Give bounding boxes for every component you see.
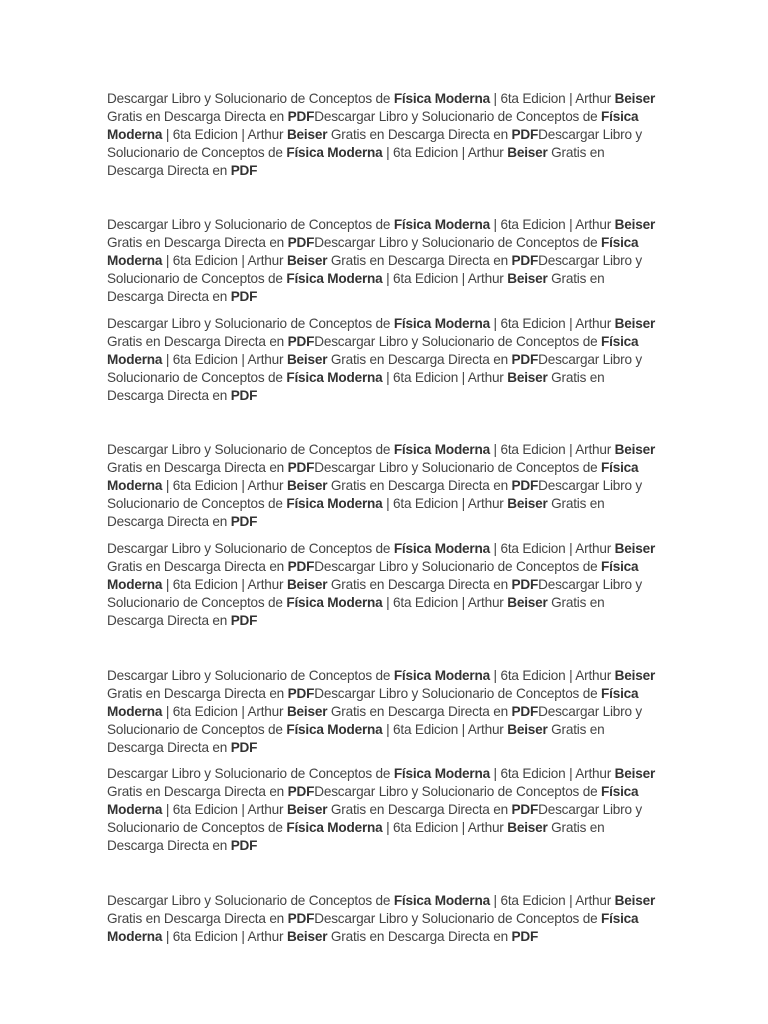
bold-run: Beiser [507,145,548,160]
bold-run: Física Moderna [107,559,639,592]
text-run: | 6ta Edicion | Arthur [489,316,615,331]
bold-run: PDF [287,109,315,124]
bold-run: Física Moderna [393,766,490,781]
text-run: | 6ta Edicion | Arthur [489,893,615,908]
bold-run: PDF [287,911,315,926]
bold-run: Física Moderna [393,442,490,457]
bold-run: Beiser [507,595,548,610]
text-run: Descargar Libro y Solucionario de Conceptos de [107,802,642,835]
text-run: Gratis en Descarga Directa en [107,109,288,124]
text-run: Gratis en Descarga Directa en [107,911,288,926]
bold-run: Física Moderna [107,334,639,367]
bold-run: Beiser [507,370,548,385]
bold-run: Beiser [614,442,656,457]
text-run: Gratis en Descarga Directa en [327,478,512,493]
bold-run: Física Moderna [286,496,383,511]
text-run: Gratis en Descarga Directa en [107,496,605,529]
text-run: Gratis en Descarga Directa en [107,235,288,250]
bold-run: PDF [287,686,315,701]
text-run: | 6ta Edicion | Arthur [162,802,287,817]
bold-run: Física Moderna [107,109,639,142]
text-run: Gratis en Descarga Directa en [107,145,605,178]
text-run: Gratis en Descarga Directa en [107,595,605,628]
text-run: Gratis en Descarga Directa en [107,334,288,349]
text-run: | 6ta Edicion | Arthur [162,253,287,268]
text-run: | 6ta Edicion | Arthur [489,766,615,781]
paragraph [107,667,660,757]
bold-run: Física Moderna [393,668,490,683]
bold-run: Beiser [286,478,328,493]
bold-run: Beiser [614,316,656,331]
text-run: Descargar Libro y Solucionario de Conceptos de [314,460,602,475]
bold-run: Beiser [614,541,656,556]
bold-run: Beiser [507,722,548,737]
bold-run: Física Moderna [286,722,383,737]
bold-run: Beiser [614,668,656,683]
text-run: Gratis en Descarga Directa en [327,253,512,268]
text-run: Descargar Libro y Solucionario de Conceptos de [107,577,642,610]
bold-run: Beiser [286,802,328,817]
bold-run: PDF [511,577,539,592]
text-run: | 6ta Edicion | Arthur [382,145,508,160]
bold-run: Física Moderna [286,271,383,286]
bold-run: PDF [287,334,315,349]
text-run: Descargar Libro y Solucionario de Conceptos de [107,127,642,160]
bold-run: Física Moderna [107,911,639,944]
bold-run: Física Moderna [286,370,383,385]
bold-run: PDF [511,127,539,142]
text-run: Descargar Libro y Solucionario de Conceptos de [107,442,394,457]
bold-run: Física Moderna [107,784,639,817]
paragraph [107,540,660,630]
bold-run: PDF [230,740,258,755]
paragraph [107,90,660,180]
text-run: | 6ta Edicion | Arthur [489,442,615,457]
text-run: | 6ta Edicion | Arthur [382,271,508,286]
text-run: Gratis en Descarga Directa en [107,271,605,304]
text-run: Gratis en Descarga Directa en [327,577,512,592]
text-run: | 6ta Edicion | Arthur [382,595,508,610]
text-run: Descargar Libro y Solucionario de Conceptos de [107,893,394,908]
bold-run: Beiser [614,91,656,106]
text-run: | 6ta Edicion | Arthur [162,929,287,944]
text-run: Gratis en Descarga Directa en [107,722,605,755]
bold-run: PDF [511,478,539,493]
text-run: Descargar Libro y Solucionario de Conceptos de [107,668,394,683]
bold-run: PDF [230,514,258,529]
text-run: Gratis en Descarga Directa en [327,352,512,367]
text-run: Gratis en Descarga Directa en [107,784,288,799]
paragraph [107,892,660,944]
text-run: Descargar Libro y Solucionario de Conceptos de [314,109,602,124]
bold-run: PDF [511,704,539,719]
text-run: | 6ta Edicion | Arthur [162,127,287,142]
text-run: Descargar Libro y Solucionario de Conceptos de [107,478,642,511]
text-run: Descargar Libro y Solucionario de Conceptos de [314,911,602,926]
paragraph [107,315,660,405]
bold-run: Física Moderna [286,145,383,160]
bold-run: Beiser [614,766,656,781]
bold-run: PDF [230,163,258,178]
text-run: Gratis en Descarga Directa en [107,460,288,475]
text-run: Descargar Libro y Solucionario de Conceptos de [314,686,602,701]
bold-run: Física Moderna [286,595,383,610]
bold-run: Física Moderna [393,893,490,908]
text-run: Gratis en Descarga Directa en [107,686,288,701]
text-run: Descargar Libro y Solucionario de Conceptos de [314,334,602,349]
bold-run: PDF [511,929,539,944]
bold-run: Beiser [507,496,548,511]
bold-run: PDF [511,352,539,367]
text-run: Descargar Libro y Solucionario de Conceptos de [107,91,394,106]
bold-run: PDF [287,460,315,475]
bold-run: Beiser [286,577,328,592]
paragraph [107,216,660,306]
bold-run: Beiser [286,352,328,367]
text-run: Gratis en Descarga Directa en [107,820,605,853]
text-run: Descargar Libro y Solucionario de Conceptos de [314,559,602,574]
bold-run: Beiser [286,704,328,719]
bold-run: PDF [511,253,539,268]
text-run: Descargar Libro y Solucionario de Conceptos de [107,766,394,781]
bold-run: PDF [511,802,539,817]
bold-run: Física Moderna [107,686,639,719]
bold-run: Física Moderna [286,820,383,835]
text-run: Descargar Libro y Solucionario de Conceptos de [107,352,642,385]
text-run: | 6ta Edicion | Arthur [382,496,508,511]
text-run: Descargar Libro y Solucionario de Conceptos de [107,704,642,737]
bold-run: Beiser [614,893,656,908]
text-run: Gratis en Descarga Directa en [107,559,288,574]
text-run: Descargar Libro y Solucionario de Conceptos de [107,217,394,232]
bold-run: Beiser [614,217,656,232]
bold-run: Beiser [507,820,548,835]
paragraph [107,765,660,855]
text-run: | 6ta Edicion | Arthur [489,217,615,232]
paragraph [107,441,660,531]
text-run: | 6ta Edicion | Arthur [489,91,615,106]
text-run: Descargar Libro y Solucionario de Conceptos de [107,253,642,286]
bold-run: Beiser [507,271,548,286]
text-run: | 6ta Edicion | Arthur [382,370,508,385]
bold-run: PDF [230,388,258,403]
text-run: | 6ta Edicion | Arthur [162,704,287,719]
bold-run: Física Moderna [107,235,639,268]
text-run: | 6ta Edicion | Arthur [382,722,508,737]
bold-run: Beiser [286,253,328,268]
text-run: Descargar Libro y Solucionario de Conceptos de [107,541,394,556]
bold-run: Física Moderna [393,316,490,331]
text-run: | 6ta Edicion | Arthur [489,668,615,683]
text-run: Descargar Libro y Solucionario de Conceptos de [314,235,602,250]
bold-run: Beiser [286,929,328,944]
bold-run: Física Moderna [393,91,490,106]
text-run: | 6ta Edicion | Arthur [162,478,287,493]
bold-run: Física Moderna [393,541,490,556]
bold-run: PDF [230,613,258,628]
bold-run: Beiser [286,127,328,142]
text-run: Gratis en Descarga Directa en [327,704,512,719]
text-run: Descargar Libro y Solucionario de Conceptos de [314,784,602,799]
bold-run: PDF [230,838,258,853]
text-run: | 6ta Edicion | Arthur [489,541,615,556]
text-run: Gratis en Descarga Directa en [327,929,512,944]
text-run: | 6ta Edicion | Arthur [162,352,287,367]
bold-run: Física Moderna [107,460,639,493]
bold-run: Física Moderna [393,217,490,232]
text-run: | 6ta Edicion | Arthur [382,820,508,835]
text-run: Gratis en Descarga Directa en [107,370,605,403]
text-run: | 6ta Edicion | Arthur [162,577,287,592]
bold-run: PDF [230,289,258,304]
bold-run: PDF [287,235,315,250]
text-run: Gratis en Descarga Directa en [327,127,512,142]
text-run: Gratis en Descarga Directa en [327,802,512,817]
text-run: Descargar Libro y Solucionario de Conceptos de [107,316,394,331]
bold-run: PDF [287,559,315,574]
bold-run: PDF [287,784,315,799]
